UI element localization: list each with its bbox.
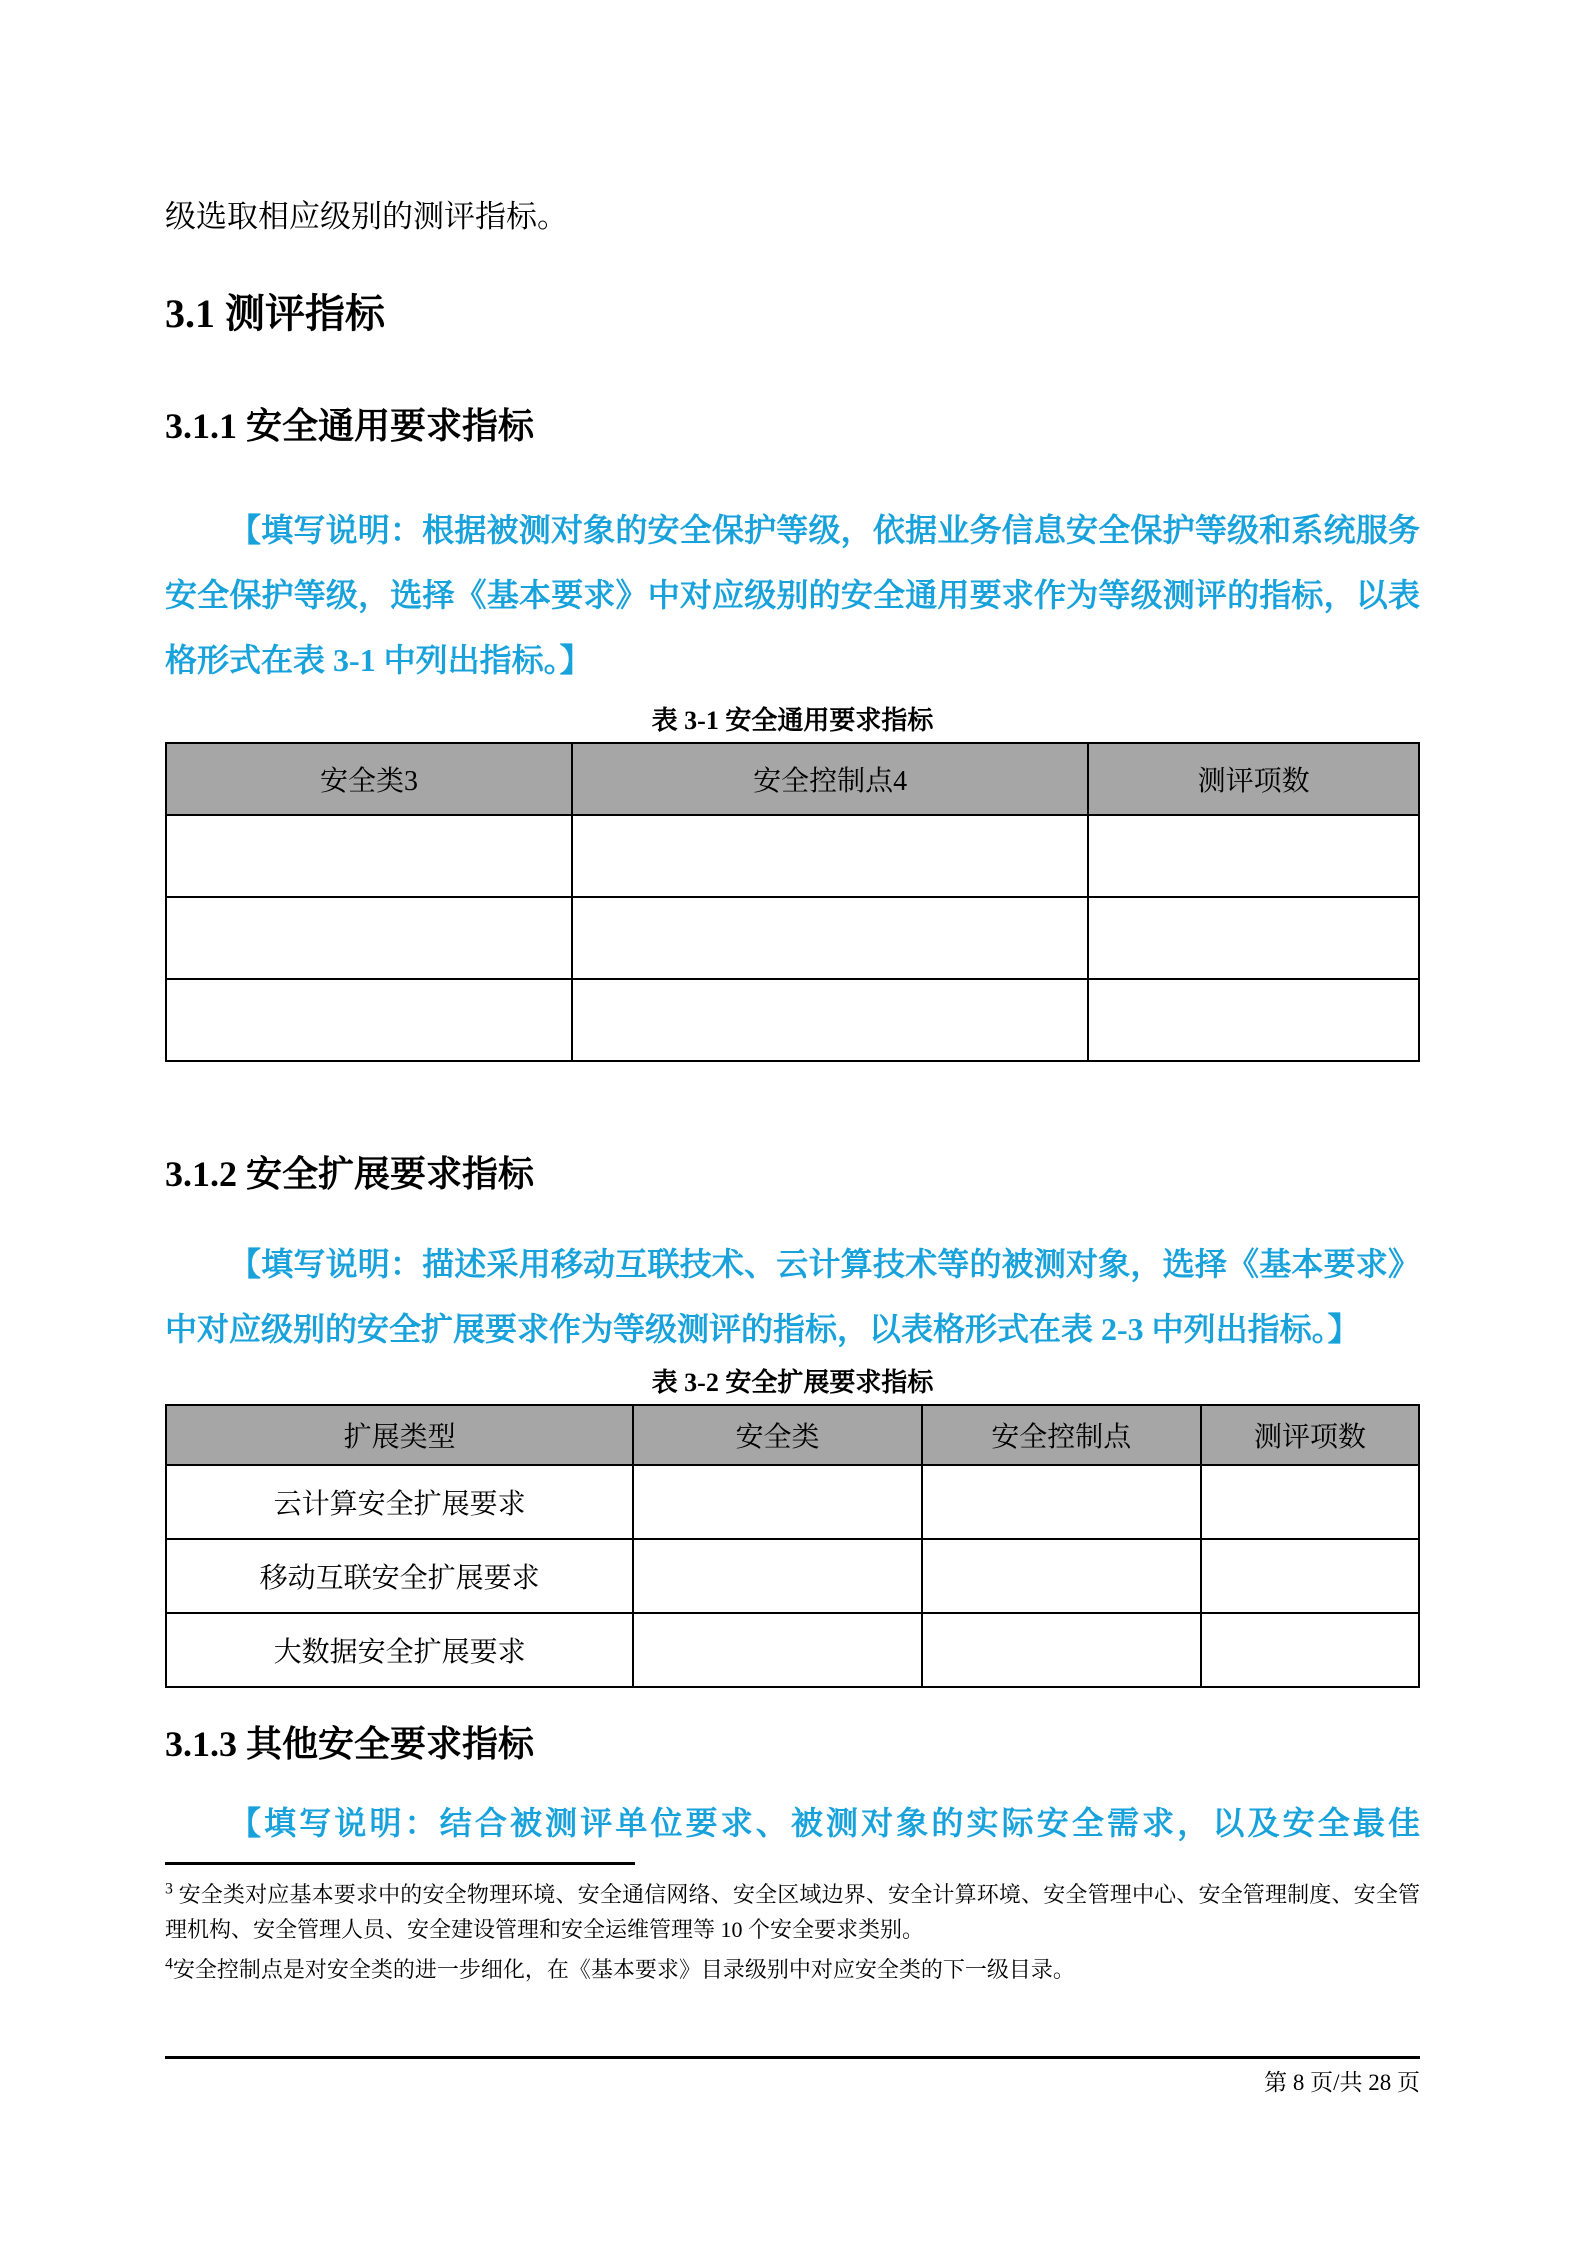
table-3-2 (165, 1404, 1420, 1688)
table-row-bigdata-extension (166, 1613, 1419, 1687)
fill-note-3-1-3: 【填写说明：结合被测评单位要求、被测对象的实际安全需求，以及安全最佳 (229, 1805, 1420, 1841)
section-title-3-1-2: 3.1.2 安全扩展要求指标 (165, 1154, 535, 1194)
empty-cell (633, 1613, 921, 1687)
table-caption-3-2: 表 3-2 安全扩展要求指标 (651, 1368, 934, 1397)
column-header-security-control-point: 安全控制点 (922, 1405, 1201, 1465)
empty-cell (1201, 1465, 1419, 1539)
empty-cell (633, 1539, 921, 1613)
row-label-mobile-extension: 移动互联安全扩展要求 (166, 1539, 633, 1613)
page-number: 第 8 页/共 28 页 (1264, 2070, 1420, 2095)
row-label-bigdata-extension: 大数据安全扩展要求 (166, 1613, 633, 1687)
intro-paragraph: 级选取相应级别的测评指标。 (165, 199, 568, 234)
fill-note-3-1-1: 【填写说明：根据被测对象的安全保护等级，依据业务信息安全保护等级和系统服务安全保护等级，选择《基本要求》中对应级别的安全通用要求作为等级测评的指标，以表格形式在表 3-1 中列出指标。】 (165, 512, 1420, 678)
empty-cell (1088, 897, 1419, 979)
empty-cell (922, 1465, 1201, 1539)
empty-cell (166, 897, 572, 979)
column-header-security-control-point: 安全控制点4 (572, 743, 1088, 815)
table-3-2-header-row (166, 1405, 1419, 1465)
footnote-4 (165, 1952, 1420, 1987)
table-caption-3-1: 表 3-1 安全通用要求指标 (651, 706, 934, 735)
footnote-3-marker: 3 (165, 1880, 173, 1898)
column-header-extension-type: 扩展类型 (166, 1405, 633, 1465)
empty-cell (572, 979, 1088, 1061)
empty-cell (572, 815, 1088, 897)
empty-cell (1201, 1539, 1419, 1613)
empty-cell (1088, 815, 1419, 897)
table-row (166, 897, 1419, 979)
empty-cell (1088, 979, 1419, 1061)
footnote-separator (165, 1862, 635, 1865)
column-header-test-item-count: 测评项数 (1088, 743, 1419, 815)
footnote-4-marker: 4 (165, 1955, 173, 1973)
table-row (166, 979, 1419, 1061)
footnote-3-text: 安全类对应基本要求中的安全物理环境、安全通信网络、安全区域边界、安全计算环境、安全管理中心、安全管理制度、安全管理机构、安全管理人员、安全建设管理和安全运维管理等 10 个安全要求类别。 (165, 1882, 1420, 1942)
footnote-4-text: 安全控制点是对安全类的进一步细化，在《基本要求》目录级别中对应安全类的下一级目录。 (172, 1957, 1075, 1982)
table-row-cloud-extension (166, 1465, 1419, 1539)
empty-cell (1201, 1613, 1419, 1687)
table-row (166, 815, 1419, 897)
section-title-3-1-1: 3.1.1 安全通用要求指标 (165, 406, 535, 446)
table-3-1 (165, 742, 1420, 1062)
empty-cell (572, 897, 1088, 979)
fill-note-3-1-2: 【填写说明：描述采用移动互联技术、云计算技术等的被测对象，选择《基本要求》中对应级别的安全扩展要求作为等级测评的指标，以表格形式在表 2-3 中列出指标。】 (165, 1246, 1420, 1347)
column-header-security-class: 安全类3 (166, 743, 572, 815)
page-footer (165, 2056, 1420, 2098)
row-label-cloud-extension: 云计算安全扩展要求 (166, 1465, 633, 1539)
empty-cell (633, 1465, 921, 1539)
section-title-3-1: 3.1 测评指标 (165, 291, 385, 336)
empty-cell (922, 1613, 1201, 1687)
column-header-test-item-count: 测评项数 (1201, 1405, 1419, 1465)
table-3-1-header-row (166, 743, 1419, 815)
footnote-3 (165, 1877, 1420, 1947)
empty-cell (922, 1539, 1201, 1613)
column-header-security-class: 安全类 (633, 1405, 921, 1465)
empty-cell (166, 815, 572, 897)
table-row-mobile-extension (166, 1539, 1419, 1613)
empty-cell (166, 979, 572, 1061)
section-title-3-1-3: 3.1.3 其他安全要求指标 (165, 1724, 535, 1764)
